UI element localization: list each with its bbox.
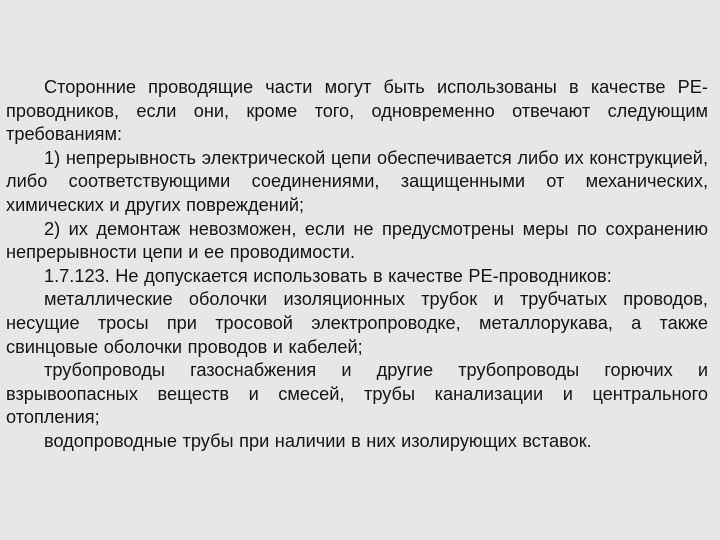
- paragraph-requirement-2: 2) их демонтаж невозможен, если не предусмотрены меры по сохранению непрерывности цепи и ее проводимости.: [6, 218, 708, 263]
- paragraph-clause-1-7-123: 1.7.123. Не допускается использовать в качестве РЕ-проводников:: [44, 265, 612, 286]
- paragraph-item-water-pipes: водопроводные трубы при наличии в них изолирующих вставок.: [44, 430, 592, 451]
- paragraph-item-pipelines: трубопроводы газоснабжения и другие трубопроводы горючих и взрывоопасных веществ и смесей, трубы канализации и центрального отопления;: [6, 360, 708, 428]
- paragraph-intro: Сторонние проводящие части могут быть использованы в качестве РЕ-проводников, если они, кроме того, одновременно отвечают следующим требованиям:: [6, 77, 708, 145]
- paragraph-requirement-1: 1) непрерывность электрической цепи обеспечивается либо их конструкцией, либо соответствующими соединениями, защищенными от механических, химических и других повреждений;: [6, 147, 708, 215]
- document-text: [6, 76, 708, 454]
- paragraph-item-metal-sheaths: металлические оболочки изоляционных трубок и трубчатых проводов, несущие тросы при тросовой электропроводке, металлорукава, а также свинцовые оболочки проводов и кабелей;: [6, 289, 708, 357]
